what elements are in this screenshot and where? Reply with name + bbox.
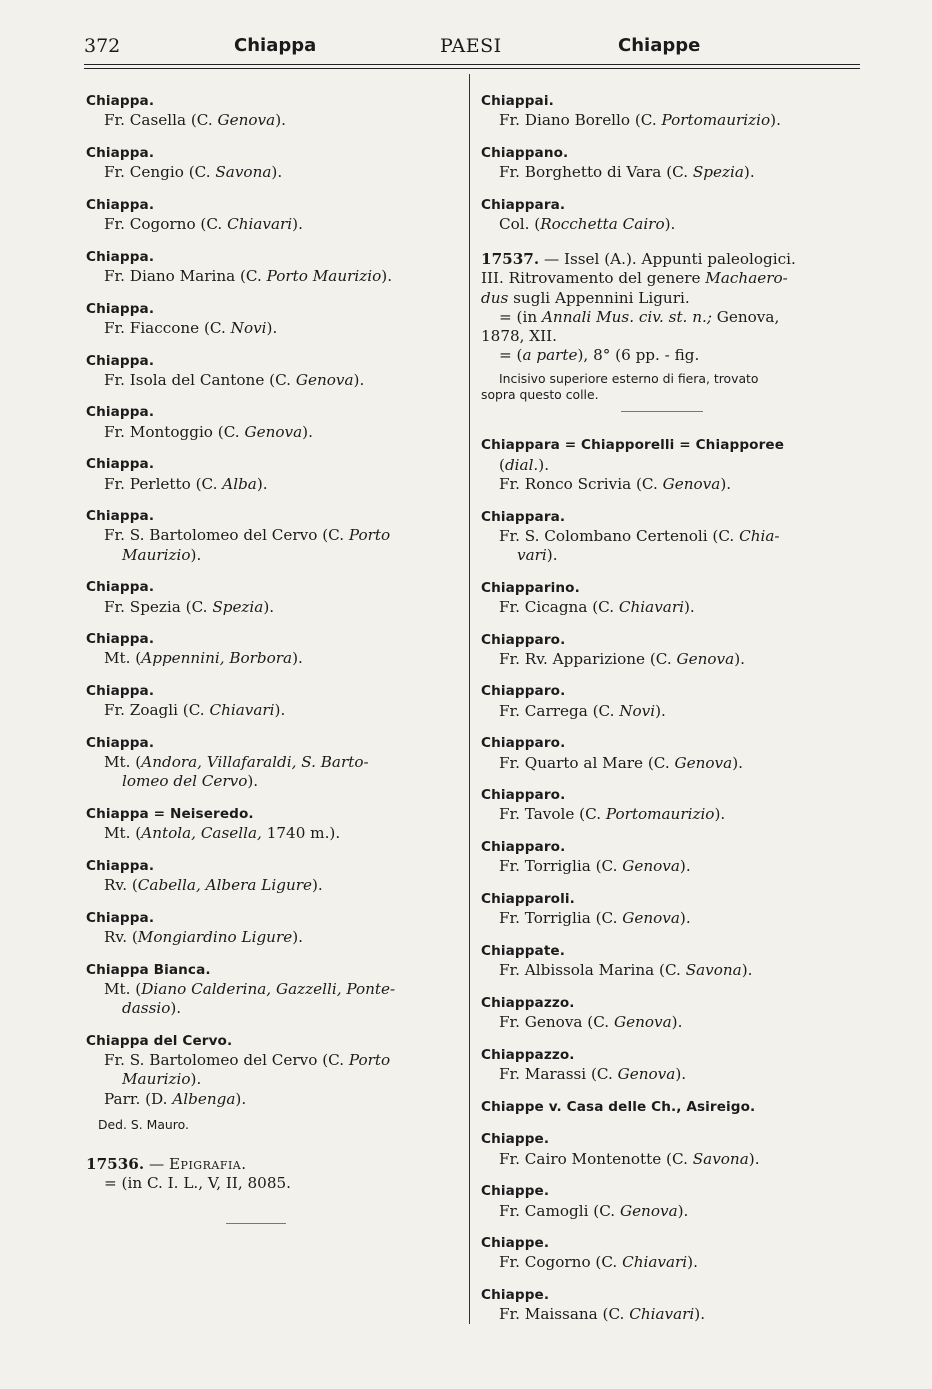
entry-title: Chiapparo. (481, 735, 566, 752)
entry (481, 579, 857, 617)
reference-line: 1878, XII. (481, 327, 557, 346)
entry-line: dassio). (122, 999, 182, 1018)
entry (86, 961, 462, 1019)
entry (86, 144, 462, 182)
entry-title: Chiapparo. (481, 631, 566, 648)
entry-line: Fr. Marassi (C. Genova). (499, 1065, 687, 1084)
entry-line: Parr. (D. Albenga). (104, 1089, 247, 1108)
reference-line: 17536. — Epigrafia. (86, 1154, 247, 1173)
entry-title: Chiappate. (481, 943, 566, 959)
entry (481, 436, 857, 494)
entry (481, 1098, 857, 1117)
entry-title: Chiapparo. (481, 787, 566, 804)
entry (86, 909, 462, 947)
entry-title: Chiappa. (86, 93, 155, 109)
entry-title: Chiappe. (481, 1287, 550, 1304)
entry-title: Chiappa. (86, 735, 155, 752)
entry-line: Fr. Torriglia (C. Genova). (499, 909, 691, 928)
entry-line: Fr. Tavole (C. Portomaurizio). (499, 805, 726, 824)
entry (481, 508, 857, 566)
entry-line: Fr. Cogorno (C. Chiavari). (499, 1253, 698, 1272)
entry-line: Rv. (Cabella, Albera Ligure). (104, 876, 323, 895)
header-section-title: PAESI (440, 35, 502, 57)
entry-line: Maurizio). (122, 1070, 202, 1089)
entry (86, 630, 462, 668)
entry-title: Chiappe. (481, 1131, 550, 1148)
entry-line: Col. (Rocchetta Cairo). (499, 215, 676, 234)
entry-title: Chiapparino. (481, 579, 580, 596)
entry-line: Fr. Diano Borello (C. Portomaurizio). (499, 111, 781, 130)
entry (481, 92, 857, 130)
entry (481, 890, 857, 928)
entry-line: Mt. (Appennini, Borbora). (104, 649, 303, 668)
entry-title: Chiappa. (86, 858, 155, 875)
entry (86, 805, 462, 843)
entry-title: Chiappa. (86, 144, 155, 161)
entry-line: Fr. Spezia (C. Spezia). (104, 597, 275, 616)
entry (86, 507, 462, 565)
entry-line: Fr. Casella (C. Genova). (104, 111, 286, 130)
entry-title: Chiapparo. (481, 839, 566, 856)
entry (481, 838, 857, 876)
entry-title: Chiappazzo. (481, 1046, 575, 1063)
entry-line: Fr. Cogorno (C. Chiavari). (104, 215, 303, 234)
header-rule-bottom (84, 68, 860, 69)
entry-title: Chiappa. (86, 910, 155, 926)
entry-title: Chiappa. (86, 579, 155, 596)
entry-line: Fr. Carrega (C. Novi). (499, 701, 666, 720)
note-line: Incisivo superiore esterno di fiera, trovato (499, 371, 759, 387)
entry-line: vari). (517, 545, 558, 564)
entry-title: Chiapparo. (481, 683, 566, 700)
column-divider (469, 74, 470, 1324)
entry-line: Fr. Zoagli (C. Chiavari). (104, 701, 286, 720)
entry-line: Rv. (Mongiardino Ligure). (104, 928, 303, 947)
entry (481, 942, 857, 980)
entry-line: Fr. Diano Marina (C. Porto Maurizio). (104, 266, 393, 285)
entry-line: Fr. Albissola Marina (C. Savona). (499, 961, 753, 980)
entry-title: Chiappara. (481, 508, 566, 525)
entry (481, 682, 857, 720)
entry-title: Chiappa. (86, 631, 155, 648)
entry (86, 455, 462, 493)
entry-title: Chiappara = Chiapporelli = Chiapporee (481, 437, 785, 454)
entry-line: Fr. Perletto (C. Alba). (104, 474, 268, 493)
entry (86, 734, 462, 792)
entry (481, 734, 857, 772)
entry (481, 631, 857, 669)
entry (86, 248, 462, 286)
entry-line: Fr. Isola del Cantone (C. Genova). (104, 370, 365, 389)
entry-line: Fr. Torriglia (C. Genova). (499, 857, 691, 876)
entry (481, 994, 857, 1032)
entry-title: Chiappa. (86, 196, 155, 213)
reference-entry (86, 1155, 462, 1193)
entry-title: Chiappa. (86, 508, 155, 525)
entry-line: Fr. Cairo Montenotte (C. Savona). (499, 1149, 760, 1168)
note-line: sopra questo colle. (481, 387, 599, 403)
reference-line: = (in C. I. L., V, II, 8085. (104, 1174, 292, 1193)
entry (481, 786, 857, 824)
entry-line: Fr. Borghetto di Vara (C. Spezia). (499, 163, 755, 182)
entry-line: Fr. Camogli (C. Genova). (499, 1201, 689, 1220)
entry-title: Chiappa. (86, 404, 155, 421)
entry-title: Chiappe. (481, 1183, 550, 1200)
reference-line: = (in Annali Mus. civ. st. n.; Genova, (499, 307, 780, 326)
reference-entry (481, 250, 857, 365)
entry (86, 92, 462, 130)
entry-title: Chiappa Bianca. (86, 961, 211, 978)
entry-line: Fr. Quarto al Mare (C. Genova). (499, 753, 743, 772)
entry-line: Fr. Montoggio (C. Genova). (104, 422, 313, 441)
reference-note (481, 371, 857, 403)
header-right-word: Chiappe (618, 35, 701, 56)
entry-line: Fr. Rv. Apparizione (C. Genova). (499, 649, 745, 668)
entry (481, 196, 857, 234)
entry (481, 1234, 857, 1272)
entry-line: Mt. (Diano Calderina, Gazzelli, Ponte- (104, 980, 396, 999)
page-number: 372 (84, 35, 121, 57)
entry-title: Chiapparoli. (481, 891, 575, 908)
entry-title: Chiappano. (481, 144, 569, 161)
reference-line: III. Ritrovamento del genere Machaero- (481, 269, 788, 288)
entry (86, 403, 462, 441)
entry (86, 1032, 462, 1109)
entry-title: Chiappa. (86, 248, 155, 265)
entry-line: Fr. Genova (C. Genova). (499, 1013, 683, 1032)
entry-title: Chiappazzo. (481, 994, 575, 1011)
dedication-note: Ded. S. Mauro. (98, 1116, 189, 1132)
reference-line: = (a parte), 8° (6 pp. - fig. (499, 346, 700, 365)
right-column (481, 92, 857, 1338)
entry-line: Maurizio). (122, 545, 202, 564)
entry-line: Fr. S. Bartolomeo del Cervo (C. Porto (104, 1051, 391, 1070)
entry-title: Chiappa. (86, 352, 155, 369)
entry (481, 1182, 857, 1220)
entry-title: Chiappe v. Casa delle Ch., Asireigo. (481, 1098, 756, 1115)
entry (86, 196, 462, 234)
entry-line: Fr. Maissana (C. Chiavari). (499, 1305, 706, 1324)
entry-line: Fr. S. Bartolomeo del Cervo (C. Porto (104, 526, 391, 545)
entry (481, 1130, 857, 1168)
entry (86, 578, 462, 616)
entry (481, 1046, 857, 1084)
entry (86, 300, 462, 338)
reference-line: dus sugli Appennini Liguri. (481, 288, 690, 307)
entry-line: (dial.). (499, 455, 550, 474)
entry (481, 1286, 857, 1324)
entry (86, 682, 462, 720)
reference-line: 17537. — Issel (A.). Appunti paleologici. (481, 250, 796, 269)
entry-line: Fr. S. Colombano Certenoli (C. Chia- (499, 526, 780, 545)
entry-line: Fr. Cengio (C. Savona). (104, 163, 283, 182)
entry-title: Chiappa del Cervo. (86, 1033, 233, 1050)
section-rule (621, 411, 703, 412)
section-rule (226, 1223, 286, 1224)
entry (481, 144, 857, 182)
entry-line: Mt. (Antola, Casella, 1740 m.). (104, 824, 341, 843)
left-column (86, 92, 462, 1224)
entry-line: Fr. Ronco Scrivia (C. Genova). (499, 474, 732, 493)
entry-line: Fr. Fiaccone (C. Novi). (104, 318, 278, 337)
entry-title: Chiappa. (86, 456, 155, 473)
entry-line: lomeo del Cervo). (122, 772, 259, 791)
entry-title: Chiappa = Neiseredo. (86, 806, 254, 823)
entry-title: Chiappa. (86, 683, 155, 700)
entry-title: Chiappara. (481, 196, 566, 213)
entry-title: Chiappai. (481, 93, 554, 109)
header-rule-top (84, 64, 860, 65)
header-left-word: Chiappa (234, 35, 317, 56)
entry-line: Mt. (Andora, Villafaraldi, S. Barto- (104, 753, 369, 772)
entry-title: Chiappa. (86, 300, 155, 317)
entry-title: Chiappe. (481, 1235, 550, 1252)
entry (86, 857, 462, 895)
entry (86, 352, 462, 390)
page-header (84, 34, 856, 60)
entry-line: Fr. Cicagna (C. Chiavari). (499, 597, 695, 616)
